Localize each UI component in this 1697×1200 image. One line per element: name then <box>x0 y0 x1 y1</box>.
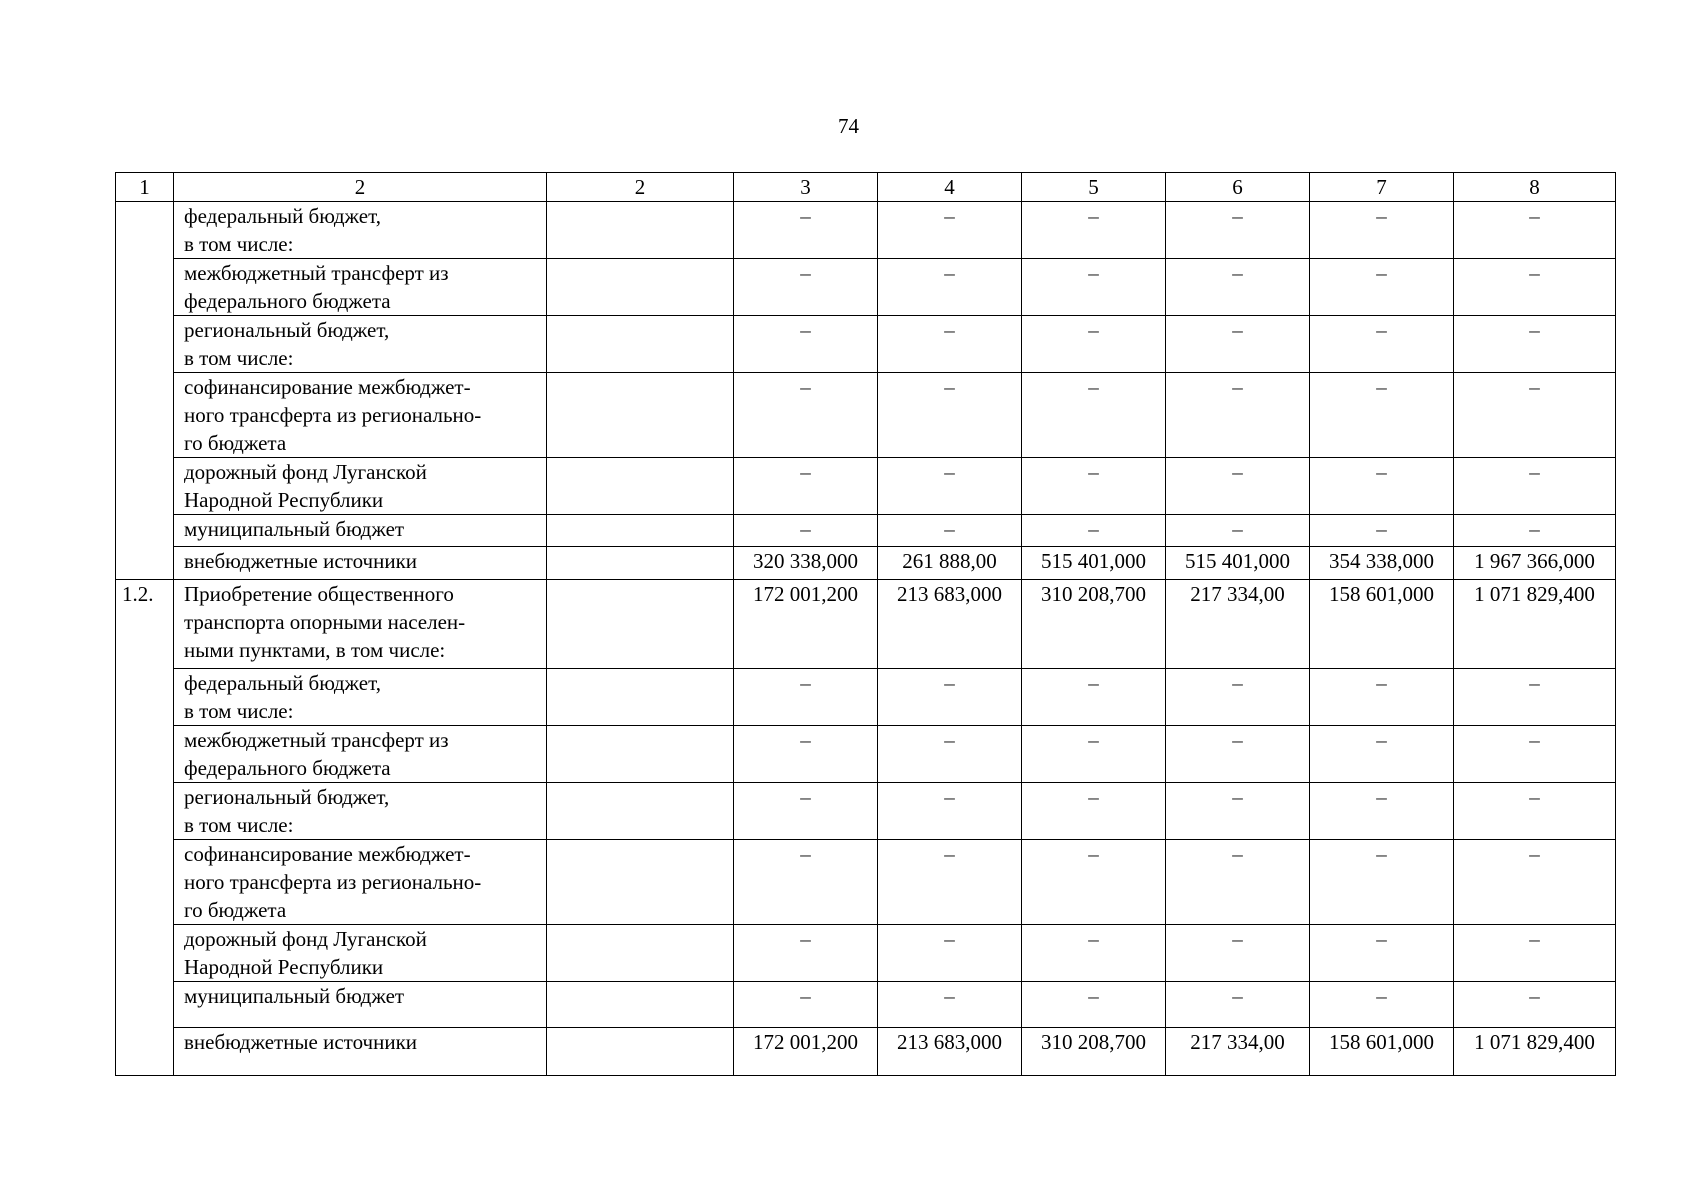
value-cell: – <box>734 783 878 840</box>
empty-cell <box>547 458 734 515</box>
value-cell: 320 338,000 <box>734 547 878 580</box>
value-cell: – <box>1022 840 1166 925</box>
value-cell: – <box>878 202 1022 259</box>
row-label-cell: региональный бюджет, в том числе: <box>174 783 547 840</box>
value-cell: – <box>1022 982 1166 1028</box>
header-cell: 2 <box>547 173 734 202</box>
value-cell: – <box>734 925 878 982</box>
table-row <box>116 458 1616 515</box>
value-cell: – <box>1022 458 1166 515</box>
row-label-cell: Приобретение общественного транспорта опорными населен- ными пунктами, в том числе: <box>174 580 547 669</box>
value-cell: 261 888,00 <box>878 547 1022 580</box>
table-row <box>116 259 1616 316</box>
table-row <box>116 316 1616 373</box>
value-cell: – <box>1166 925 1310 982</box>
value-cell: – <box>878 982 1022 1028</box>
value-cell: – <box>1454 373 1616 458</box>
value-cell: 217 334,00 <box>1166 580 1310 669</box>
empty-cell <box>547 840 734 925</box>
value-cell: – <box>878 669 1022 726</box>
value-cell: – <box>1310 669 1454 726</box>
header-cell: 5 <box>1022 173 1166 202</box>
value-cell: – <box>1310 373 1454 458</box>
value-cell: – <box>878 925 1022 982</box>
row-index-cell: 1.2. <box>116 580 174 1076</box>
empty-cell <box>547 783 734 840</box>
empty-cell <box>547 515 734 547</box>
header-cell: 1 <box>116 173 174 202</box>
table-row <box>116 783 1616 840</box>
empty-cell <box>547 373 734 458</box>
value-cell: 310 208,700 <box>1022 1028 1166 1076</box>
value-cell: – <box>1166 669 1310 726</box>
value-cell: 515 401,000 <box>1022 547 1166 580</box>
value-cell: 310 208,700 <box>1022 580 1166 669</box>
value-cell: – <box>1310 783 1454 840</box>
budget-table <box>115 172 1616 1076</box>
value-cell: – <box>1166 783 1310 840</box>
value-cell: – <box>1310 925 1454 982</box>
row-label-cell: внебюджетные источники <box>174 1028 547 1076</box>
table-row <box>116 580 1616 669</box>
value-cell: – <box>1454 669 1616 726</box>
value-cell: – <box>1454 840 1616 925</box>
table-row <box>116 1028 1616 1076</box>
value-cell: – <box>1022 202 1166 259</box>
row-label-cell: региональный бюджет, в том числе: <box>174 316 547 373</box>
header-cell: 8 <box>1454 173 1616 202</box>
value-cell: 213 683,000 <box>878 580 1022 669</box>
row-label-cell: федеральный бюджет, в том числе: <box>174 202 547 259</box>
table-row <box>116 373 1616 458</box>
value-cell: – <box>1166 316 1310 373</box>
value-cell: – <box>878 783 1022 840</box>
table-row <box>116 669 1616 726</box>
empty-cell <box>547 580 734 669</box>
value-cell: – <box>878 259 1022 316</box>
empty-cell <box>547 669 734 726</box>
empty-cell <box>547 547 734 580</box>
value-cell: – <box>734 726 878 783</box>
header-row <box>116 173 1616 202</box>
value-cell: – <box>1022 925 1166 982</box>
value-cell: – <box>1022 669 1166 726</box>
empty-cell <box>547 1028 734 1076</box>
row-label-cell: муниципальный бюджет <box>174 515 547 547</box>
value-cell: 158 601,000 <box>1310 1028 1454 1076</box>
value-cell: – <box>1166 726 1310 783</box>
value-cell: – <box>1166 373 1310 458</box>
value-cell: – <box>734 316 878 373</box>
row-label-cell: дорожный фонд Луганской Народной Республики <box>174 925 547 982</box>
value-cell: – <box>1166 259 1310 316</box>
value-cell: 515 401,000 <box>1166 547 1310 580</box>
row-label-cell: внебюджетные источники <box>174 547 547 580</box>
value-cell: – <box>1454 316 1616 373</box>
value-cell: – <box>734 202 878 259</box>
value-cell: 354 338,000 <box>1310 547 1454 580</box>
value-cell: – <box>878 726 1022 783</box>
value-cell: – <box>1454 925 1616 982</box>
value-cell: – <box>1454 458 1616 515</box>
row-label-cell: федеральный бюджет, в том числе: <box>174 669 547 726</box>
row-label-cell: софинансирование межбюджет- ного трансферта из регионально- го бюджета <box>174 373 547 458</box>
value-cell: – <box>734 458 878 515</box>
value-cell: – <box>1310 840 1454 925</box>
table-row <box>116 726 1616 783</box>
header-cell: 4 <box>878 173 1022 202</box>
value-cell: – <box>878 373 1022 458</box>
table-row <box>116 840 1616 925</box>
empty-cell <box>547 726 734 783</box>
value-cell: – <box>1166 458 1310 515</box>
empty-cell <box>547 316 734 373</box>
table-row <box>116 202 1616 259</box>
value-cell: – <box>1310 316 1454 373</box>
value-cell: 213 683,000 <box>878 1028 1022 1076</box>
value-cell: 1 071 829,400 <box>1454 580 1616 669</box>
value-cell: 1 967 366,000 <box>1454 547 1616 580</box>
table-body <box>116 173 1616 1076</box>
value-cell: – <box>734 373 878 458</box>
table-row <box>116 547 1616 580</box>
table-row <box>116 515 1616 547</box>
value-cell: – <box>1166 515 1310 547</box>
value-cell: – <box>734 840 878 925</box>
header-cell: 6 <box>1166 173 1310 202</box>
value-cell: – <box>1022 259 1166 316</box>
value-cell: 172 001,200 <box>734 580 878 669</box>
value-cell: – <box>734 259 878 316</box>
row-index-cell <box>116 202 174 580</box>
row-label-cell: софинансирование межбюджет- ного трансферта из регионально- го бюджета <box>174 840 547 925</box>
value-cell: – <box>1166 982 1310 1028</box>
value-cell: – <box>734 669 878 726</box>
value-cell: – <box>1166 202 1310 259</box>
empty-cell <box>547 982 734 1028</box>
value-cell: – <box>1022 373 1166 458</box>
header-cell: 2 <box>174 173 547 202</box>
value-cell: – <box>878 840 1022 925</box>
value-cell: – <box>1454 726 1616 783</box>
row-label-cell: межбюджетный трансферт из федерального бюджета <box>174 259 547 316</box>
value-cell: – <box>1310 259 1454 316</box>
value-cell: – <box>1454 783 1616 840</box>
value-cell: – <box>1022 726 1166 783</box>
value-cell: – <box>878 458 1022 515</box>
value-cell: – <box>1454 515 1616 547</box>
value-cell: – <box>1310 982 1454 1028</box>
value-cell: – <box>1454 982 1616 1028</box>
value-cell: – <box>1310 458 1454 515</box>
table-row <box>116 925 1616 982</box>
value-cell: 158 601,000 <box>1310 580 1454 669</box>
value-cell: – <box>1022 783 1166 840</box>
row-label-cell: дорожный фонд Луганской Народной Республики <box>174 458 547 515</box>
value-cell: – <box>1166 840 1310 925</box>
table-row <box>116 982 1616 1028</box>
value-cell: – <box>1022 316 1166 373</box>
value-cell: – <box>878 316 1022 373</box>
empty-cell <box>547 202 734 259</box>
row-label-cell: межбюджетный трансферт из федерального бюджета <box>174 726 547 783</box>
value-cell: – <box>734 982 878 1028</box>
empty-cell <box>547 259 734 316</box>
empty-cell <box>547 925 734 982</box>
value-cell: – <box>1310 202 1454 259</box>
value-cell: – <box>1022 515 1166 547</box>
value-cell: – <box>1310 726 1454 783</box>
value-cell: 1 071 829,400 <box>1454 1028 1616 1076</box>
value-cell: – <box>1454 202 1616 259</box>
value-cell: – <box>734 515 878 547</box>
value-cell: – <box>1310 515 1454 547</box>
value-cell: 172 001,200 <box>734 1028 878 1076</box>
row-label-cell: муниципальный бюджет <box>174 982 547 1028</box>
header-cell: 7 <box>1310 173 1454 202</box>
value-cell: – <box>1454 259 1616 316</box>
page-number: 74 <box>838 114 859 138</box>
value-cell: 217 334,00 <box>1166 1028 1310 1076</box>
header-cell: 3 <box>734 173 878 202</box>
value-cell: – <box>878 515 1022 547</box>
